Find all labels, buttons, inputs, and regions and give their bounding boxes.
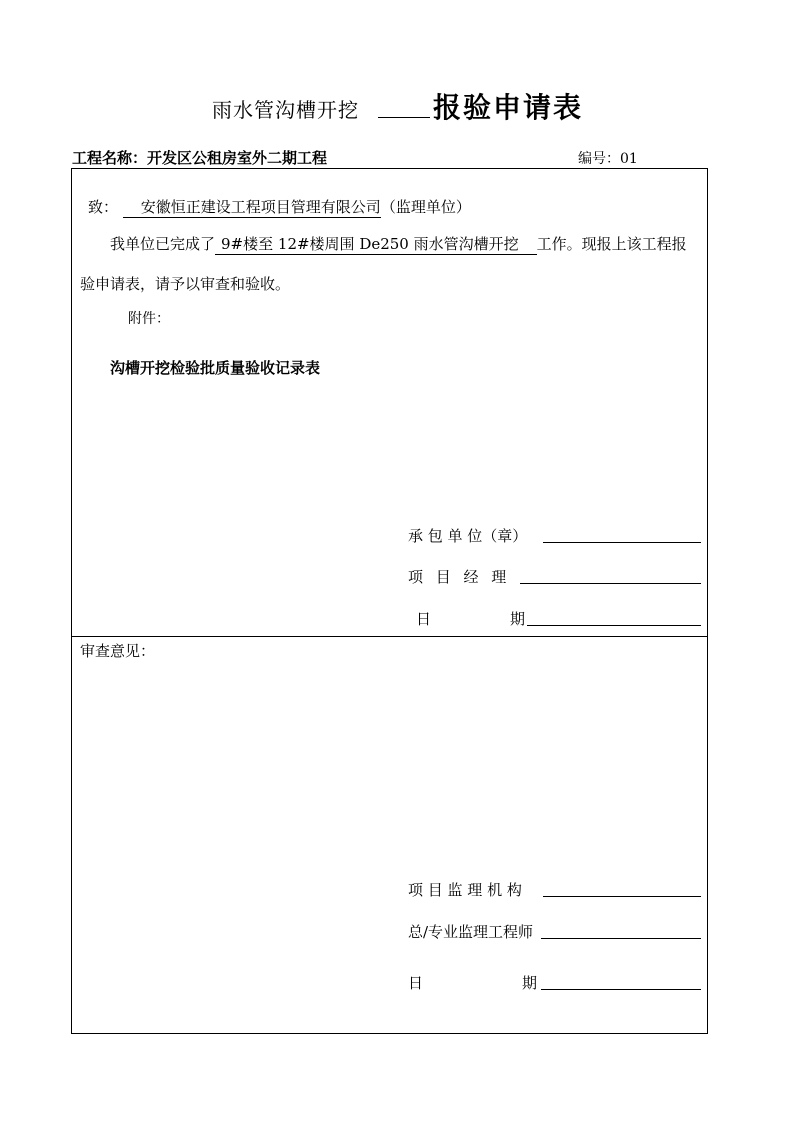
request-line: 验申请表，请予以审查和验收。 xyxy=(80,275,291,293)
application-date-line[interactable] xyxy=(527,625,701,626)
manager-label: 项 目 经 理 xyxy=(408,568,511,586)
engineer-label: 总/专业监理工程师 xyxy=(408,923,534,941)
body-suffix: 工作。现报上该工程报 xyxy=(536,235,687,253)
project-name: 开发区公租房室外二期工程 xyxy=(147,149,328,167)
date-label-left: 日 xyxy=(416,610,432,628)
completion-statement xyxy=(110,233,687,255)
body-prefix: 我单位已完成了 xyxy=(110,235,216,253)
supervisor-company: 安徽恒正建设工程项目管理有限公司 xyxy=(123,196,381,218)
serial-label: 编号： xyxy=(578,151,620,167)
supervision-org-label: 项 目 监 理 机 构 xyxy=(408,881,522,899)
supervision-org-signature-line[interactable] xyxy=(543,896,701,897)
attachment-item: 沟槽开挖检验批质量验收记录表 xyxy=(110,359,321,377)
review-date-line[interactable] xyxy=(541,989,701,990)
manager-signature-line[interactable] xyxy=(520,583,701,584)
work-item: 9#楼至 12#楼周围 De250 雨水管沟槽开挖 xyxy=(215,233,537,255)
date-label-right: 期 xyxy=(510,610,526,628)
serial-value: 01 xyxy=(620,151,638,167)
project-name-row xyxy=(72,147,327,168)
form-title: 报验申请表 xyxy=(433,91,584,124)
addressee-line xyxy=(88,196,471,218)
to-label: 致： xyxy=(88,198,119,216)
review-date-label-right: 期 xyxy=(522,974,538,992)
form-subject: 雨水管沟槽开挖 xyxy=(212,98,359,122)
section-divider xyxy=(71,636,708,637)
review-opinion-label: 审查意见： xyxy=(80,642,156,660)
serial-number xyxy=(578,148,638,168)
title-underline xyxy=(378,117,430,118)
form-table xyxy=(71,168,708,1034)
contractor-signature-line[interactable] xyxy=(543,542,701,543)
review-date-label-left: 日 xyxy=(408,974,424,992)
supervisor-suffix: （监理单位） xyxy=(380,198,471,216)
engineer-signature-line[interactable] xyxy=(541,938,701,939)
project-label: 工程名称： xyxy=(72,149,148,167)
attachment-label: 附件： xyxy=(128,311,170,327)
contractor-label: 承 包 单 位（章） xyxy=(408,527,528,545)
